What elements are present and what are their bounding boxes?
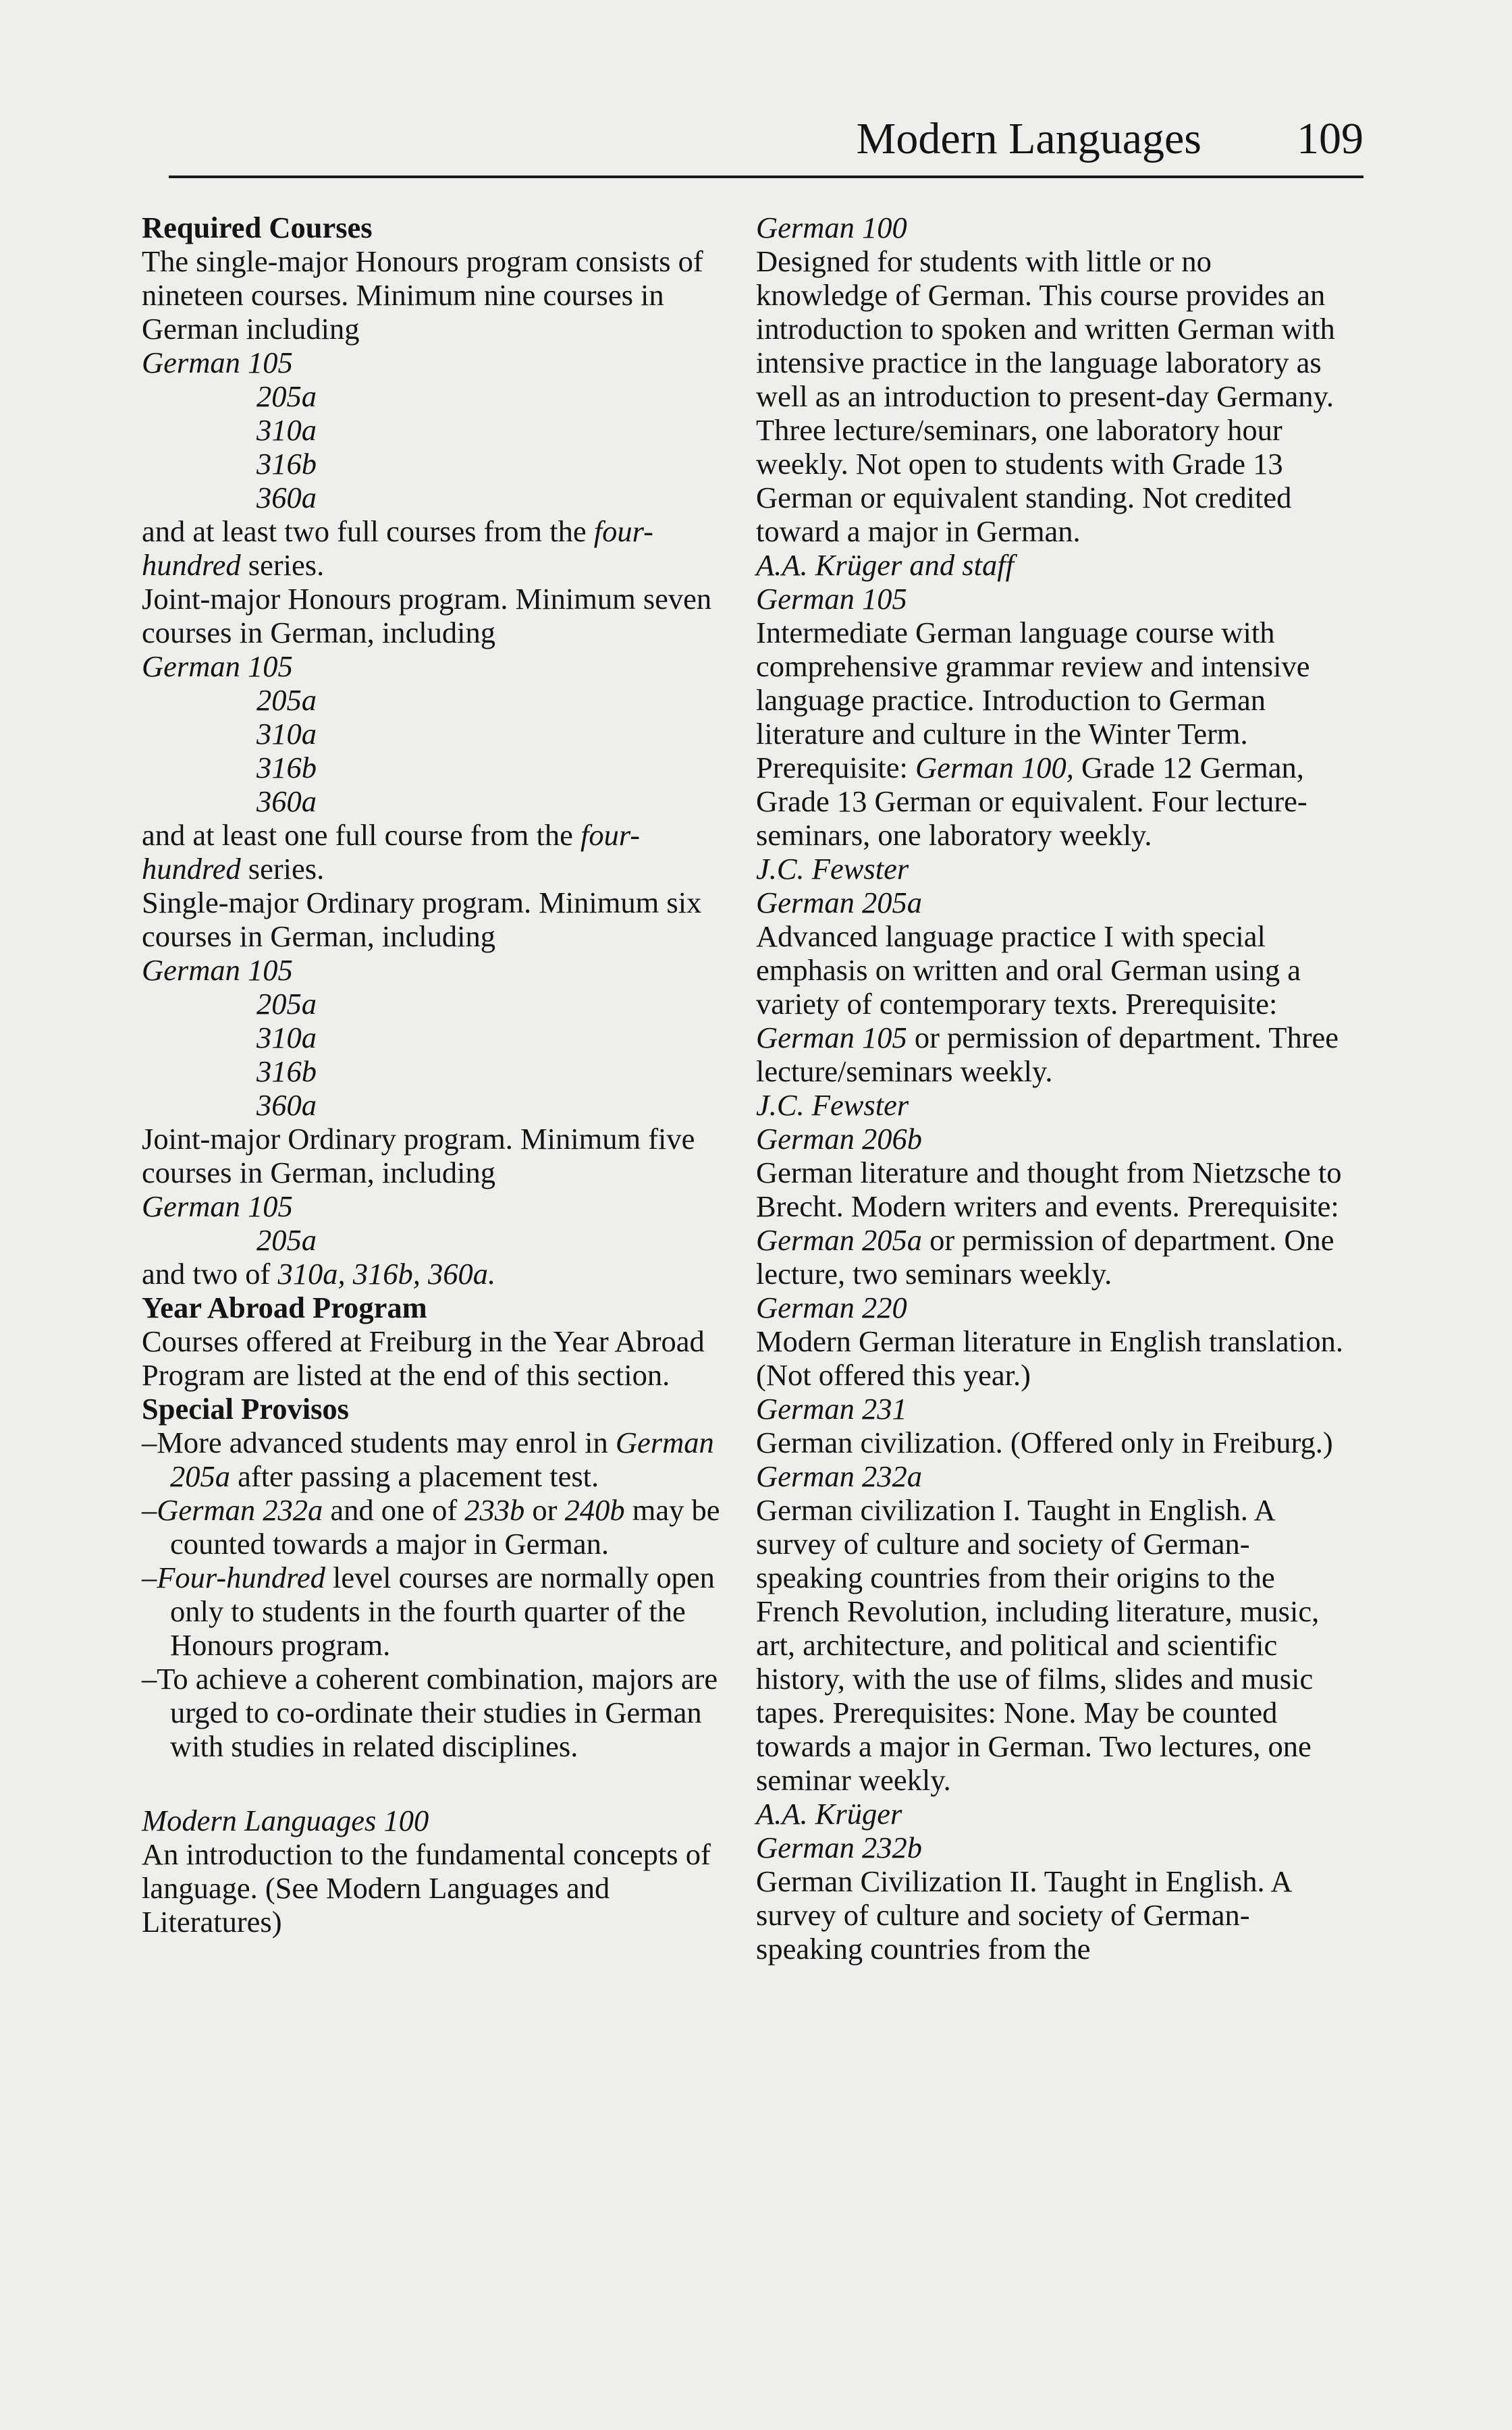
course-ref: German 105 (142, 346, 293, 379)
course-description: German civilization I. Taught in English. A survey of culture and society of German-speaking countries from their origins to the French Revolution, including literature, music, art, architecture, and political and scientific history, with the use of films, slides and music tapes. Prerequisites: None. May be counted towards a major in German. Two lectures, one seminar weekly. (756, 1493, 1320, 1797)
course-description: German civilization. (Offered only in Freiburg.) (756, 1426, 1333, 1459)
course-ref: 316b (256, 447, 317, 481)
course-instructor: A.A. Krüger and staff (756, 548, 1014, 582)
joint-honours-intro: Joint-major Honours program. Minimum seven courses in German, including (142, 582, 712, 649)
joint-ordinary-course-list (142, 1189, 722, 1257)
course-entry-german-232a (756, 1459, 1350, 1831)
required-courses-heading: Required Courses (142, 211, 373, 244)
proviso-item: –Four-hundred level courses are normally open only to students in the fourth quarter of the Honours program. (142, 1561, 715, 1662)
single-honours-block (142, 244, 722, 582)
course-title: German 105 (756, 582, 907, 616)
joint-honours-course-list (142, 649, 722, 818)
course-title: German 232a (756, 1459, 922, 1493)
course-description: Modern German literature in English translation. (Not offered this year.) (756, 1324, 1343, 1392)
course-ref: 310a (256, 413, 317, 447)
course-ref: 205a (256, 987, 317, 1021)
single-ordinary-intro: Single-major Ordinary program. Minimum six courses in German, including (142, 886, 702, 953)
course-title: German 232b (756, 1831, 922, 1864)
joint-ordinary-intro: Joint-major Ordinary program. Minimum five courses in German, including (142, 1122, 695, 1189)
course-ref: 316b (256, 1054, 317, 1088)
year-abroad-text: Courses offered at Freiburg in the Year Abroad Program are listed at the end of this section. (142, 1324, 705, 1392)
course-title: German 205a (756, 886, 922, 919)
course-entry-german-105 (756, 582, 1350, 886)
course-title: German 220 (756, 1291, 907, 1324)
course-entry-ml100 (142, 1804, 722, 1939)
course-description: Advanced language practice I with special emphasis on written and oral German using a variety of contemporary texts. Prerequisite: German 105 or permission of department. Three lecture/seminars weekly. (756, 919, 1339, 1088)
course-title: German 206b (756, 1122, 922, 1156)
proviso-item: –To achieve a coherent combination, majors are urged to co-ordinate their studies in German with studies in related disciplines. (142, 1662, 718, 1763)
joint-honours-block (142, 582, 722, 886)
special-provisos-heading: Special Provisos (142, 1392, 349, 1426)
course-entry-german-205a (756, 886, 1350, 1122)
single-honours-intro: The single-major Honours program consists of nineteen courses. Minimum nine courses in German including (142, 244, 703, 346)
course-ref: 360a (256, 481, 317, 514)
course-ref: 360a (256, 1088, 317, 1122)
joint-ordinary-tail: and two of 310a, 316b, 360a. (142, 1257, 496, 1291)
course-instructor: A.A. Krüger (756, 1797, 902, 1831)
course-description: German literature and thought from Nietzsche to Brecht. Modern writers and events. Prerequisite: German 205a or permission of department. One lecture, two seminars weekly. (756, 1156, 1342, 1291)
proviso-item: –German 232a and one of 233b or 240b may be counted towards a major in German. (142, 1493, 720, 1561)
course-title: German 231 (756, 1392, 907, 1426)
course-ref: 205a (256, 1223, 317, 1257)
right-column (756, 211, 1350, 1966)
course-entry-german-220 (756, 1291, 1350, 1392)
course-ref: German 105 (142, 649, 293, 683)
course-entry-german-100 (756, 211, 1350, 582)
course-ref: 205a (256, 379, 317, 413)
course-ref: German 105 (142, 1189, 293, 1223)
single-honours-course-list (142, 346, 722, 514)
running-title: Modern Languages (856, 114, 1202, 163)
left-column (142, 211, 722, 1939)
single-honours-tail: and at least two full courses from the four-hundred series. (142, 514, 653, 582)
course-entry-german-232b (756, 1831, 1350, 1966)
single-ordinary-block (142, 886, 722, 1122)
course-entry-german-231 (756, 1392, 1350, 1459)
page-number: 109 (1297, 114, 1364, 163)
course-description: An introduction to the fundamental concepts of language. (See Modern Languages and Literatures) (142, 1837, 711, 1939)
course-title: Modern Languages 100 (142, 1804, 429, 1837)
course-entry-german-206b (756, 1122, 1350, 1291)
joint-honours-tail: and at least one full course from the four-hundred series. (142, 818, 641, 886)
course-ref: 310a (256, 717, 317, 751)
course-ref: 316b (256, 751, 317, 784)
course-ref: 360a (256, 784, 317, 818)
course-title: German 100 (756, 211, 907, 244)
single-ordinary-course-list (142, 953, 722, 1122)
page-header (169, 101, 1364, 178)
course-description: Intermediate German language course with comprehensive grammar review and intensive language practice. Introduction to German literature and culture in the Winter Term. Prerequisite: German 100, Grade 12 German, Grade 13 German or equivalent. Four lecture-seminars, one laboratory weekly. (756, 616, 1310, 852)
course-instructor: J.C. Fewster (756, 852, 909, 886)
course-description: Designed for students with little or no knowledge of German. This course provides an introduction to spoken and written German with intensive practice in the language laboratory as well as an introduction to present-day Germany. Three lecture/seminars, one laboratory hour weekly. Not open to students with Grade 13 German or equivalent standing. Not credited toward a major in German. (756, 244, 1335, 548)
course-description: German Civilization II. Taught in English. A survey of culture and society of German-speaking countries from the (756, 1864, 1291, 1966)
course-instructor: J.C. Fewster (756, 1088, 909, 1122)
course-ref: German 105 (142, 953, 293, 987)
course-ref: 205a (256, 683, 317, 717)
course-ref: 310a (256, 1021, 317, 1054)
year-abroad-heading: Year Abroad Program (142, 1291, 427, 1324)
proviso-item: –More advanced students may enrol in German 205a after passing a placement test. (142, 1426, 714, 1493)
provisos-list (142, 1426, 722, 1763)
joint-ordinary-block (142, 1122, 722, 1291)
